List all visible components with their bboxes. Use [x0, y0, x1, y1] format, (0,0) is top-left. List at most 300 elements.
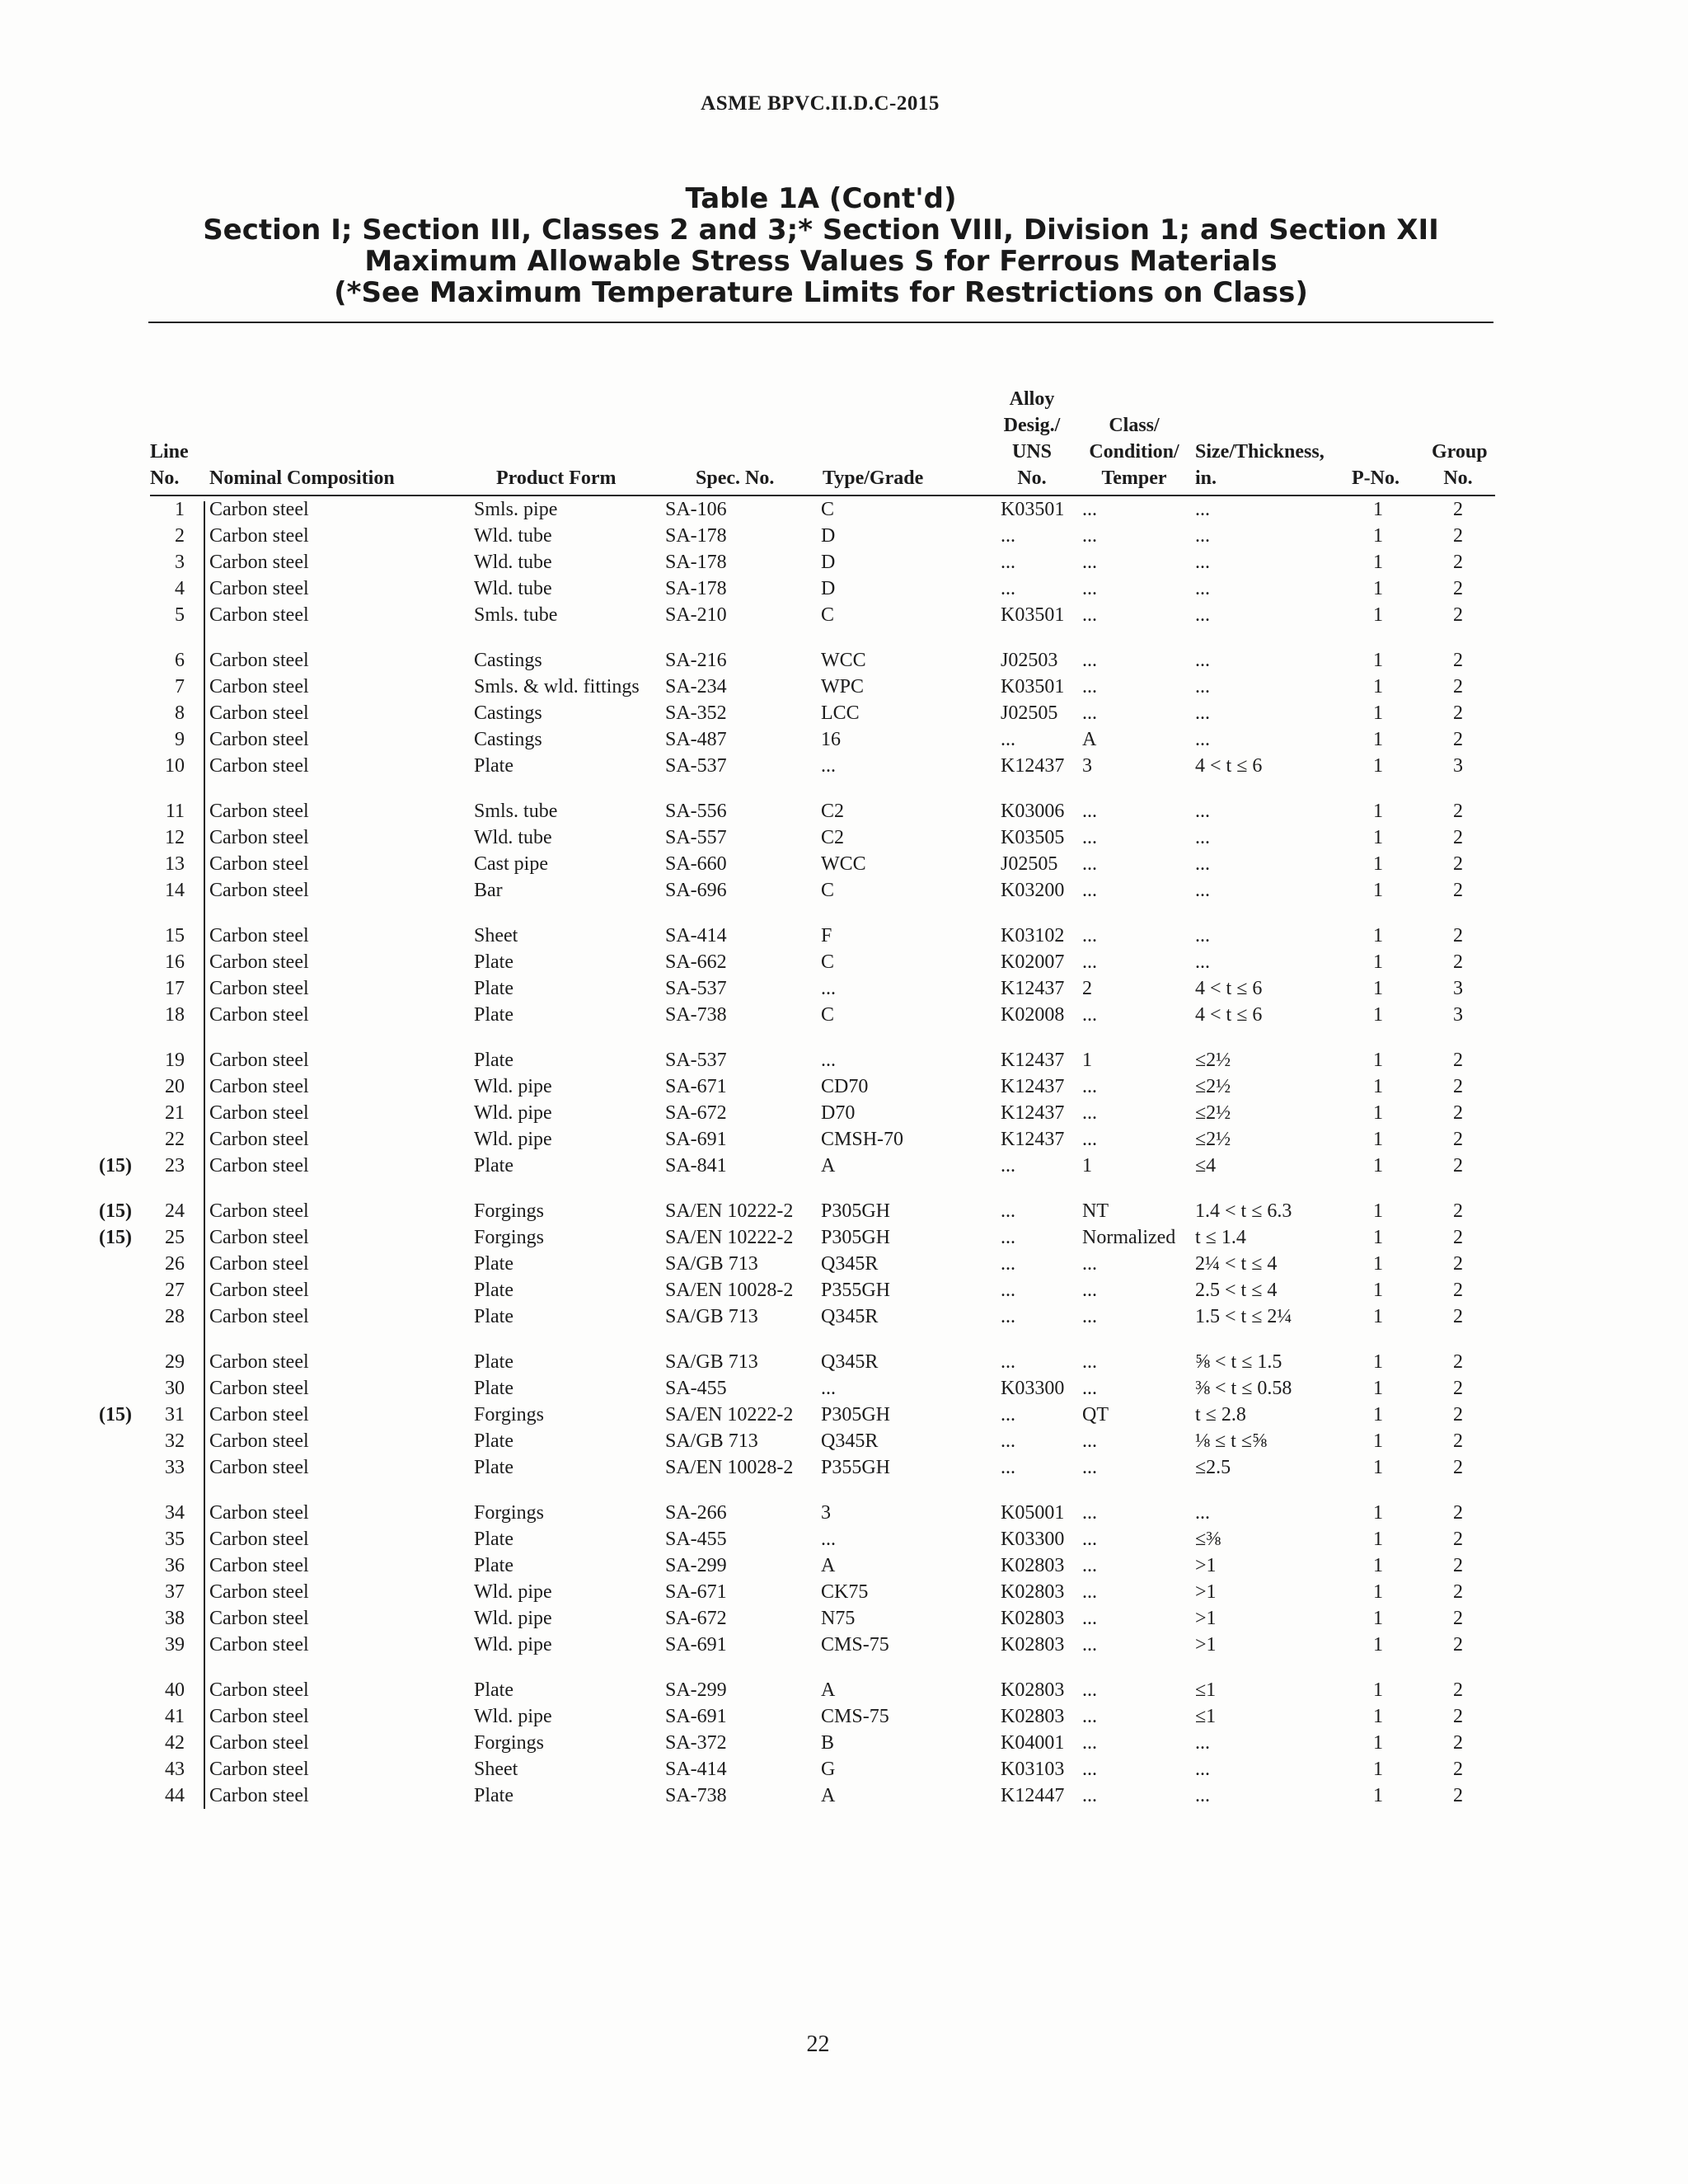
cell-group-no: 2 [1453, 1076, 1463, 1097]
cell-nominal-composition: Carbon steel [209, 1732, 309, 1754]
cell-product-form: Plate [474, 951, 513, 973]
cell-size-thickness: ... [1195, 650, 1210, 671]
cell-nominal-composition: Carbon steel [209, 1759, 309, 1780]
table-row [150, 726, 1495, 753]
cell-group-no: 2 [1453, 1378, 1463, 1399]
cell-p-no: 1 [1373, 676, 1383, 697]
cell-size-thickness: ... [1195, 1502, 1210, 1524]
table-row [150, 798, 1495, 824]
cell-group-no: 2 [1453, 1404, 1463, 1425]
cell-p-no: 1 [1373, 1076, 1383, 1097]
cell-product-form: Smls. pipe [474, 499, 558, 520]
cell-type-grade: WCC [821, 853, 866, 875]
cell-uns-no: K03200 [1001, 880, 1065, 901]
cell-spec-no: SA-672 [665, 1608, 727, 1629]
cell-size-thickness: ... [1195, 827, 1210, 848]
cell-class-condition: ... [1082, 650, 1097, 671]
cell-size-thickness: ≤⅜ [1195, 1529, 1221, 1550]
cell-nominal-composition: Carbon steel [209, 755, 309, 777]
cell-spec-no: SA/GB 713 [665, 1306, 758, 1327]
table-row [150, 1073, 1495, 1100]
cell-type-grade: C [821, 604, 835, 626]
cell-class-condition: 3 [1082, 755, 1092, 777]
cell-class-condition: ... [1082, 1759, 1097, 1780]
cell-class-condition: ... [1082, 1732, 1097, 1754]
cell-product-form: Wld. tube [474, 578, 552, 599]
cell-line-no: 16 [165, 951, 185, 973]
cell-class-condition: ... [1082, 951, 1097, 973]
cell-product-form: Forgings [474, 1227, 544, 1248]
cell-type-grade: P305GH [821, 1200, 891, 1222]
cell-type-grade: ... [821, 1378, 836, 1399]
cell-p-no: 1 [1373, 880, 1383, 901]
cell-product-form: Plate [474, 1457, 513, 1478]
cell-group-no: 2 [1453, 1706, 1463, 1727]
cell-note: (15) [99, 1404, 132, 1425]
cell-nominal-composition: Carbon steel [209, 1679, 309, 1701]
cell-product-form: Plate [474, 1306, 513, 1327]
cell-size-thickness: ≤2½ [1195, 1050, 1231, 1071]
cell-product-form: Plate [474, 1050, 513, 1071]
cell-class-condition: ... [1082, 1253, 1097, 1275]
cell-nominal-composition: Carbon steel [209, 1529, 309, 1550]
cell-p-no: 1 [1373, 1200, 1383, 1222]
cell-spec-no: SA-372 [665, 1732, 727, 1754]
table-row [150, 647, 1495, 674]
cell-nominal-composition: Carbon steel [209, 1706, 309, 1727]
table-row [150, 1454, 1495, 1481]
cell-nominal-composition: Carbon steel [209, 1404, 309, 1425]
cell-product-form: Plate [474, 1351, 513, 1373]
cell-line-no: 30 [165, 1378, 185, 1399]
cell-size-thickness: 2.5 < t ≤ 4 [1195, 1280, 1278, 1301]
cell-class-condition: ... [1082, 1280, 1097, 1301]
table-row [150, 602, 1495, 628]
cell-group-no: 2 [1453, 1679, 1463, 1701]
cell-p-no: 1 [1373, 1679, 1383, 1701]
cell-type-grade: D [821, 578, 836, 599]
cell-p-no: 1 [1373, 1732, 1383, 1754]
cell-p-no: 1 [1373, 1634, 1383, 1656]
cell-product-form: Castings [474, 702, 542, 724]
cell-uns-no: ... [1001, 1430, 1015, 1452]
cell-p-no: 1 [1373, 499, 1383, 520]
cell-type-grade: Q345R [821, 1306, 879, 1327]
cell-type-grade: CMSH-70 [821, 1129, 904, 1150]
cell-class-condition: ... [1082, 1502, 1097, 1524]
group-gap [150, 1658, 1495, 1677]
cell-uns-no: K02803 [1001, 1555, 1065, 1576]
cell-spec-no: SA-691 [665, 1706, 727, 1727]
cell-spec-no: SA/EN 10222-2 [665, 1227, 794, 1248]
cell-spec-no: SA-660 [665, 853, 727, 875]
cell-spec-no: SA-455 [665, 1529, 727, 1550]
cell-spec-no: SA-234 [665, 676, 727, 697]
cell-type-grade: C [821, 951, 835, 973]
cell-group-no: 2 [1453, 499, 1463, 520]
cell-line-no: 10 [165, 755, 185, 777]
cell-spec-no: SA/GB 713 [665, 1253, 758, 1275]
cell-p-no: 1 [1373, 604, 1383, 626]
cell-uns-no: K03300 [1001, 1529, 1065, 1550]
cell-spec-no: SA-210 [665, 604, 727, 626]
cell-class-condition: Normalized [1082, 1227, 1176, 1248]
cell-size-thickness: ... [1195, 702, 1210, 724]
cell-p-no: 1 [1373, 578, 1383, 599]
cell-spec-no: SA/GB 713 [665, 1351, 758, 1373]
cell-size-thickness: >1 [1195, 1581, 1217, 1603]
cell-class-condition: ... [1082, 1679, 1097, 1701]
cell-size-thickness: >1 [1195, 1608, 1217, 1629]
cell-product-form: Wld. pipe [474, 1608, 552, 1629]
cell-line-no: 19 [165, 1050, 185, 1071]
cell-spec-no: SA-299 [665, 1679, 727, 1701]
cell-group-no: 2 [1453, 925, 1463, 946]
cell-class-condition: ... [1082, 1129, 1097, 1150]
cell-type-grade: D [821, 525, 836, 547]
cell-type-grade: C2 [821, 801, 845, 822]
table-row [150, 523, 1495, 549]
cell-product-form: Wld. pipe [474, 1634, 552, 1656]
cell-product-form: Forgings [474, 1732, 544, 1754]
cell-group-no: 2 [1453, 525, 1463, 547]
cell-nominal-composition: Carbon steel [209, 978, 309, 999]
table-row [99, 1224, 1495, 1251]
cell-spec-no: SA-671 [665, 1581, 727, 1603]
cell-nominal-composition: Carbon steel [209, 1306, 309, 1327]
cell-p-no: 1 [1373, 755, 1383, 777]
cell-uns-no: ... [1001, 1306, 1015, 1327]
cell-nominal-composition: Carbon steel [209, 827, 309, 848]
cell-p-no: 1 [1373, 801, 1383, 822]
cell-product-form: Wld. pipe [474, 1076, 552, 1097]
cell-uns-no: K02803 [1001, 1581, 1065, 1603]
cell-size-thickness: ⅝ < t ≤ 1.5 [1195, 1351, 1282, 1373]
cell-group-no: 2 [1453, 1430, 1463, 1452]
cell-nominal-composition: Carbon steel [209, 1004, 309, 1026]
page-number: 22 [806, 2031, 830, 2057]
cell-group-no: 3 [1453, 755, 1463, 777]
table-row [150, 1126, 1495, 1153]
cell-size-thickness: ≤2½ [1195, 1129, 1231, 1150]
cell-nominal-composition: Carbon steel [209, 1050, 309, 1071]
cell-product-form: Plate [474, 1529, 513, 1550]
cell-uns-no: K12437 [1001, 1050, 1065, 1071]
cell-p-no: 1 [1373, 951, 1383, 973]
cell-uns-no: J02503 [1001, 650, 1058, 671]
cell-uns-no: ... [1001, 1200, 1015, 1222]
cell-size-thickness: >1 [1195, 1555, 1217, 1576]
table-row [150, 1428, 1495, 1454]
cell-p-no: 1 [1373, 1555, 1383, 1576]
cell-uns-no: K02008 [1001, 1004, 1065, 1026]
cell-uns-no: K12437 [1001, 1076, 1065, 1097]
cell-class-condition: ... [1082, 1102, 1097, 1124]
cell-group-no: 3 [1453, 978, 1463, 999]
cell-uns-no: K12437 [1001, 1129, 1065, 1150]
cell-nominal-composition: Carbon steel [209, 676, 309, 697]
table-row [150, 1277, 1495, 1303]
cell-line-no: 13 [165, 853, 185, 875]
cell-uns-no: K03501 [1001, 499, 1065, 520]
cell-p-no: 1 [1373, 1759, 1383, 1780]
cell-group-no: 2 [1453, 604, 1463, 626]
cell-line-no: 5 [175, 604, 185, 626]
cell-spec-no: SA-691 [665, 1129, 727, 1150]
cell-nominal-composition: Carbon steel [209, 1430, 309, 1452]
table-row [150, 1677, 1495, 1703]
cell-type-grade: CMS-75 [821, 1706, 889, 1727]
table-row [150, 1552, 1495, 1579]
cell-size-thickness: ≤2.5 [1195, 1457, 1231, 1478]
cell-product-form: Wld. pipe [474, 1129, 552, 1150]
cell-nominal-composition: Carbon steel [209, 880, 309, 901]
cell-spec-no: SA/EN 10222-2 [665, 1200, 794, 1222]
table-row [150, 1782, 1495, 1809]
table-row [150, 1100, 1495, 1126]
cell-uns-no: ... [1001, 729, 1015, 750]
cell-uns-no: K03006 [1001, 801, 1065, 822]
cell-type-grade: Q345R [821, 1253, 879, 1275]
cell-size-thickness: ... [1195, 578, 1210, 599]
cell-uns-no: ... [1001, 1253, 1015, 1275]
cell-spec-no: SA/GB 713 [665, 1430, 758, 1452]
cell-nominal-composition: Carbon steel [209, 1502, 309, 1524]
cell-nominal-composition: Carbon steel [209, 951, 309, 973]
cell-type-grade: 3 [821, 1502, 831, 1524]
cell-spec-no: SA-414 [665, 1759, 727, 1780]
cell-line-no: 11 [165, 801, 185, 822]
group-gap [150, 779, 1495, 798]
table-row [150, 1303, 1495, 1330]
cell-group-no: 2 [1453, 1502, 1463, 1524]
cell-p-no: 1 [1373, 1129, 1383, 1150]
title-rule [148, 322, 1493, 323]
header-line-no: Line No. [150, 441, 189, 489]
cell-group-no: 2 [1453, 1306, 1463, 1327]
cell-uns-no: K02007 [1001, 951, 1065, 973]
cell-product-form: Plate [474, 1253, 513, 1275]
cell-size-thickness: 1.4 < t ≤ 6.3 [1195, 1200, 1292, 1222]
cell-spec-no: SA-455 [665, 1378, 727, 1399]
group-gap [150, 1028, 1495, 1047]
cell-size-thickness: ... [1195, 729, 1210, 750]
header-spec-no: Spec. No. [696, 467, 775, 489]
cell-p-no: 1 [1373, 1280, 1383, 1301]
cell-p-no: 1 [1373, 1457, 1383, 1478]
cell-uns-no: K02803 [1001, 1679, 1065, 1701]
cell-line-no: 20 [165, 1076, 185, 1097]
cell-product-form: Sheet [474, 1759, 518, 1780]
cell-class-condition: 1 [1082, 1155, 1092, 1177]
cell-class-condition: ... [1082, 702, 1097, 724]
cell-group-no: 2 [1453, 1050, 1463, 1071]
cell-nominal-composition: Carbon steel [209, 650, 309, 671]
cell-uns-no: K05001 [1001, 1502, 1065, 1524]
cell-group-no: 2 [1453, 1102, 1463, 1124]
cell-line-no: 28 [165, 1306, 185, 1327]
cell-class-condition: ... [1082, 1785, 1097, 1806]
cell-class-condition: ... [1082, 604, 1097, 626]
cell-product-form: Smls. tube [474, 604, 558, 626]
cell-type-grade: A [821, 1555, 836, 1576]
cell-size-thickness: 2¼ < t ≤ 4 [1195, 1253, 1278, 1275]
cell-line-no: 32 [165, 1430, 185, 1452]
group-gap [150, 628, 1495, 647]
table-row [150, 1605, 1495, 1632]
cell-type-grade: ... [821, 755, 836, 777]
cell-line-no: 12 [165, 827, 185, 848]
cell-product-form: Smls. tube [474, 801, 558, 822]
cell-size-thickness: >1 [1195, 1634, 1217, 1656]
title-line-3: Maximum Allowable Stress Values S for Ferrous Materials [364, 245, 1278, 278]
cell-class-condition: ... [1082, 827, 1097, 848]
cell-group-no: 2 [1453, 1608, 1463, 1629]
cell-size-thickness: 4 < t ≤ 6 [1195, 755, 1263, 777]
cell-spec-no: SA-537 [665, 755, 727, 777]
cell-size-thickness: ... [1195, 552, 1210, 573]
table-row [150, 753, 1495, 779]
cell-nominal-composition: Carbon steel [209, 702, 309, 724]
cell-p-no: 1 [1373, 1227, 1383, 1248]
group-gap [150, 904, 1495, 923]
cell-uns-no: ... [1001, 1457, 1015, 1478]
table-row [150, 1251, 1495, 1277]
cell-p-no: 1 [1373, 1351, 1383, 1373]
cell-line-no: 25 [165, 1227, 185, 1248]
cell-line-no: 8 [175, 702, 185, 724]
cell-product-form: Smls. & wld. fittings [474, 676, 640, 697]
cell-nominal-composition: Carbon steel [209, 1634, 309, 1656]
cell-size-thickness: ≤1 [1195, 1679, 1217, 1701]
cell-size-thickness: ... [1195, 1732, 1210, 1754]
table-row [150, 1632, 1495, 1658]
cell-uns-no: ... [1001, 1351, 1015, 1373]
cell-spec-no: SA/EN 10028-2 [665, 1457, 794, 1478]
cell-product-form: Wld. tube [474, 827, 552, 848]
cell-line-no: 36 [165, 1555, 185, 1576]
cell-type-grade: C [821, 880, 835, 901]
cell-p-no: 1 [1373, 1004, 1383, 1026]
cell-spec-no: SA-691 [665, 1634, 727, 1656]
table-row [150, 949, 1495, 975]
cell-line-no: 15 [165, 925, 185, 946]
cell-size-thickness: t ≤ 2.8 [1195, 1404, 1246, 1425]
cell-uns-no: K02803 [1001, 1634, 1065, 1656]
cell-type-grade: P305GH [821, 1404, 891, 1425]
cell-line-no: 26 [165, 1253, 185, 1275]
header-group-no: Group No. [1432, 441, 1488, 489]
cell-type-grade: C [821, 1004, 835, 1026]
cell-spec-no: SA-178 [665, 578, 727, 599]
cell-size-thickness: ... [1195, 525, 1210, 547]
cell-group-no: 2 [1453, 1529, 1463, 1550]
cell-product-form: Forgings [474, 1404, 544, 1425]
cell-p-no: 1 [1373, 650, 1383, 671]
cell-nominal-composition: Carbon steel [209, 525, 309, 547]
cell-size-thickness: 4 < t ≤ 6 [1195, 978, 1263, 999]
table-row [150, 1756, 1495, 1782]
cell-nominal-composition: Carbon steel [209, 1555, 309, 1576]
cell-uns-no: K12437 [1001, 1102, 1065, 1124]
cell-line-no: 39 [165, 1634, 185, 1656]
cell-nominal-composition: Carbon steel [209, 552, 309, 573]
cell-group-no: 2 [1453, 1253, 1463, 1275]
table-row [150, 1002, 1495, 1028]
table-row [150, 674, 1495, 700]
cell-nominal-composition: Carbon steel [209, 1608, 309, 1629]
cell-type-grade: P355GH [821, 1280, 891, 1301]
cell-group-no: 2 [1453, 1227, 1463, 1248]
cell-note: (15) [99, 1227, 132, 1248]
cell-p-no: 1 [1373, 1581, 1383, 1603]
cell-line-no: 2 [175, 525, 185, 547]
cell-nominal-composition: Carbon steel [209, 1102, 309, 1124]
cell-spec-no: SA-557 [665, 827, 727, 848]
cell-product-form: Cast pipe [474, 853, 548, 875]
cell-class-condition: ... [1082, 1581, 1097, 1603]
cell-group-no: 2 [1453, 1200, 1463, 1222]
cell-p-no: 1 [1373, 978, 1383, 999]
cell-p-no: 1 [1373, 525, 1383, 547]
cell-class-condition: ... [1082, 499, 1097, 520]
cell-uns-no: K02803 [1001, 1706, 1065, 1727]
cell-line-no: 41 [165, 1706, 185, 1727]
cell-nominal-composition: Carbon steel [209, 1200, 309, 1222]
cell-size-thickness: ≤2½ [1195, 1102, 1231, 1124]
cell-line-no: 35 [165, 1529, 185, 1550]
cell-group-no: 2 [1453, 1732, 1463, 1754]
cell-nominal-composition: Carbon steel [209, 604, 309, 626]
cell-uns-no: J02505 [1001, 702, 1058, 724]
cell-p-no: 1 [1373, 827, 1383, 848]
cell-type-grade: CD70 [821, 1076, 869, 1097]
cell-nominal-composition: Carbon steel [209, 729, 309, 750]
cell-size-thickness: ... [1195, 925, 1210, 946]
cell-class-condition: ... [1082, 1076, 1097, 1097]
cell-p-no: 1 [1373, 1706, 1383, 1727]
cell-spec-no: SA-738 [665, 1004, 727, 1026]
cell-type-grade: B [821, 1732, 835, 1754]
table-title [148, 183, 1493, 308]
cell-type-grade: D70 [821, 1102, 856, 1124]
cell-line-no: 17 [165, 978, 185, 999]
cell-type-grade: WPC [821, 676, 865, 697]
cell-line-no: 22 [165, 1129, 185, 1150]
cell-type-grade: 16 [821, 729, 841, 750]
cell-line-no: 6 [175, 650, 185, 671]
cell-line-no: 4 [175, 578, 185, 599]
cell-size-thickness: ≤1 [1195, 1706, 1217, 1727]
cell-uns-no: ... [1001, 525, 1015, 547]
cell-spec-no: SA-696 [665, 880, 727, 901]
header-type-grade: Type/Grade [823, 467, 924, 489]
cell-size-thickness: t ≤ 1.4 [1195, 1227, 1246, 1248]
cell-uns-no: K03103 [1001, 1759, 1065, 1780]
cell-p-no: 1 [1373, 1253, 1383, 1275]
cell-uns-no: ... [1001, 1155, 1015, 1177]
cell-class-condition: ... [1082, 676, 1097, 697]
cell-line-no: 21 [165, 1102, 185, 1124]
cell-line-no: 1 [175, 499, 185, 520]
cell-class-condition: ... [1082, 801, 1097, 822]
group-gap [150, 1481, 1495, 1500]
cell-spec-no: SA-216 [665, 650, 727, 671]
stress-table [99, 386, 1495, 1809]
cell-type-grade: C2 [821, 827, 845, 848]
cell-class-condition: ... [1082, 853, 1097, 875]
group-gap [150, 1330, 1495, 1349]
